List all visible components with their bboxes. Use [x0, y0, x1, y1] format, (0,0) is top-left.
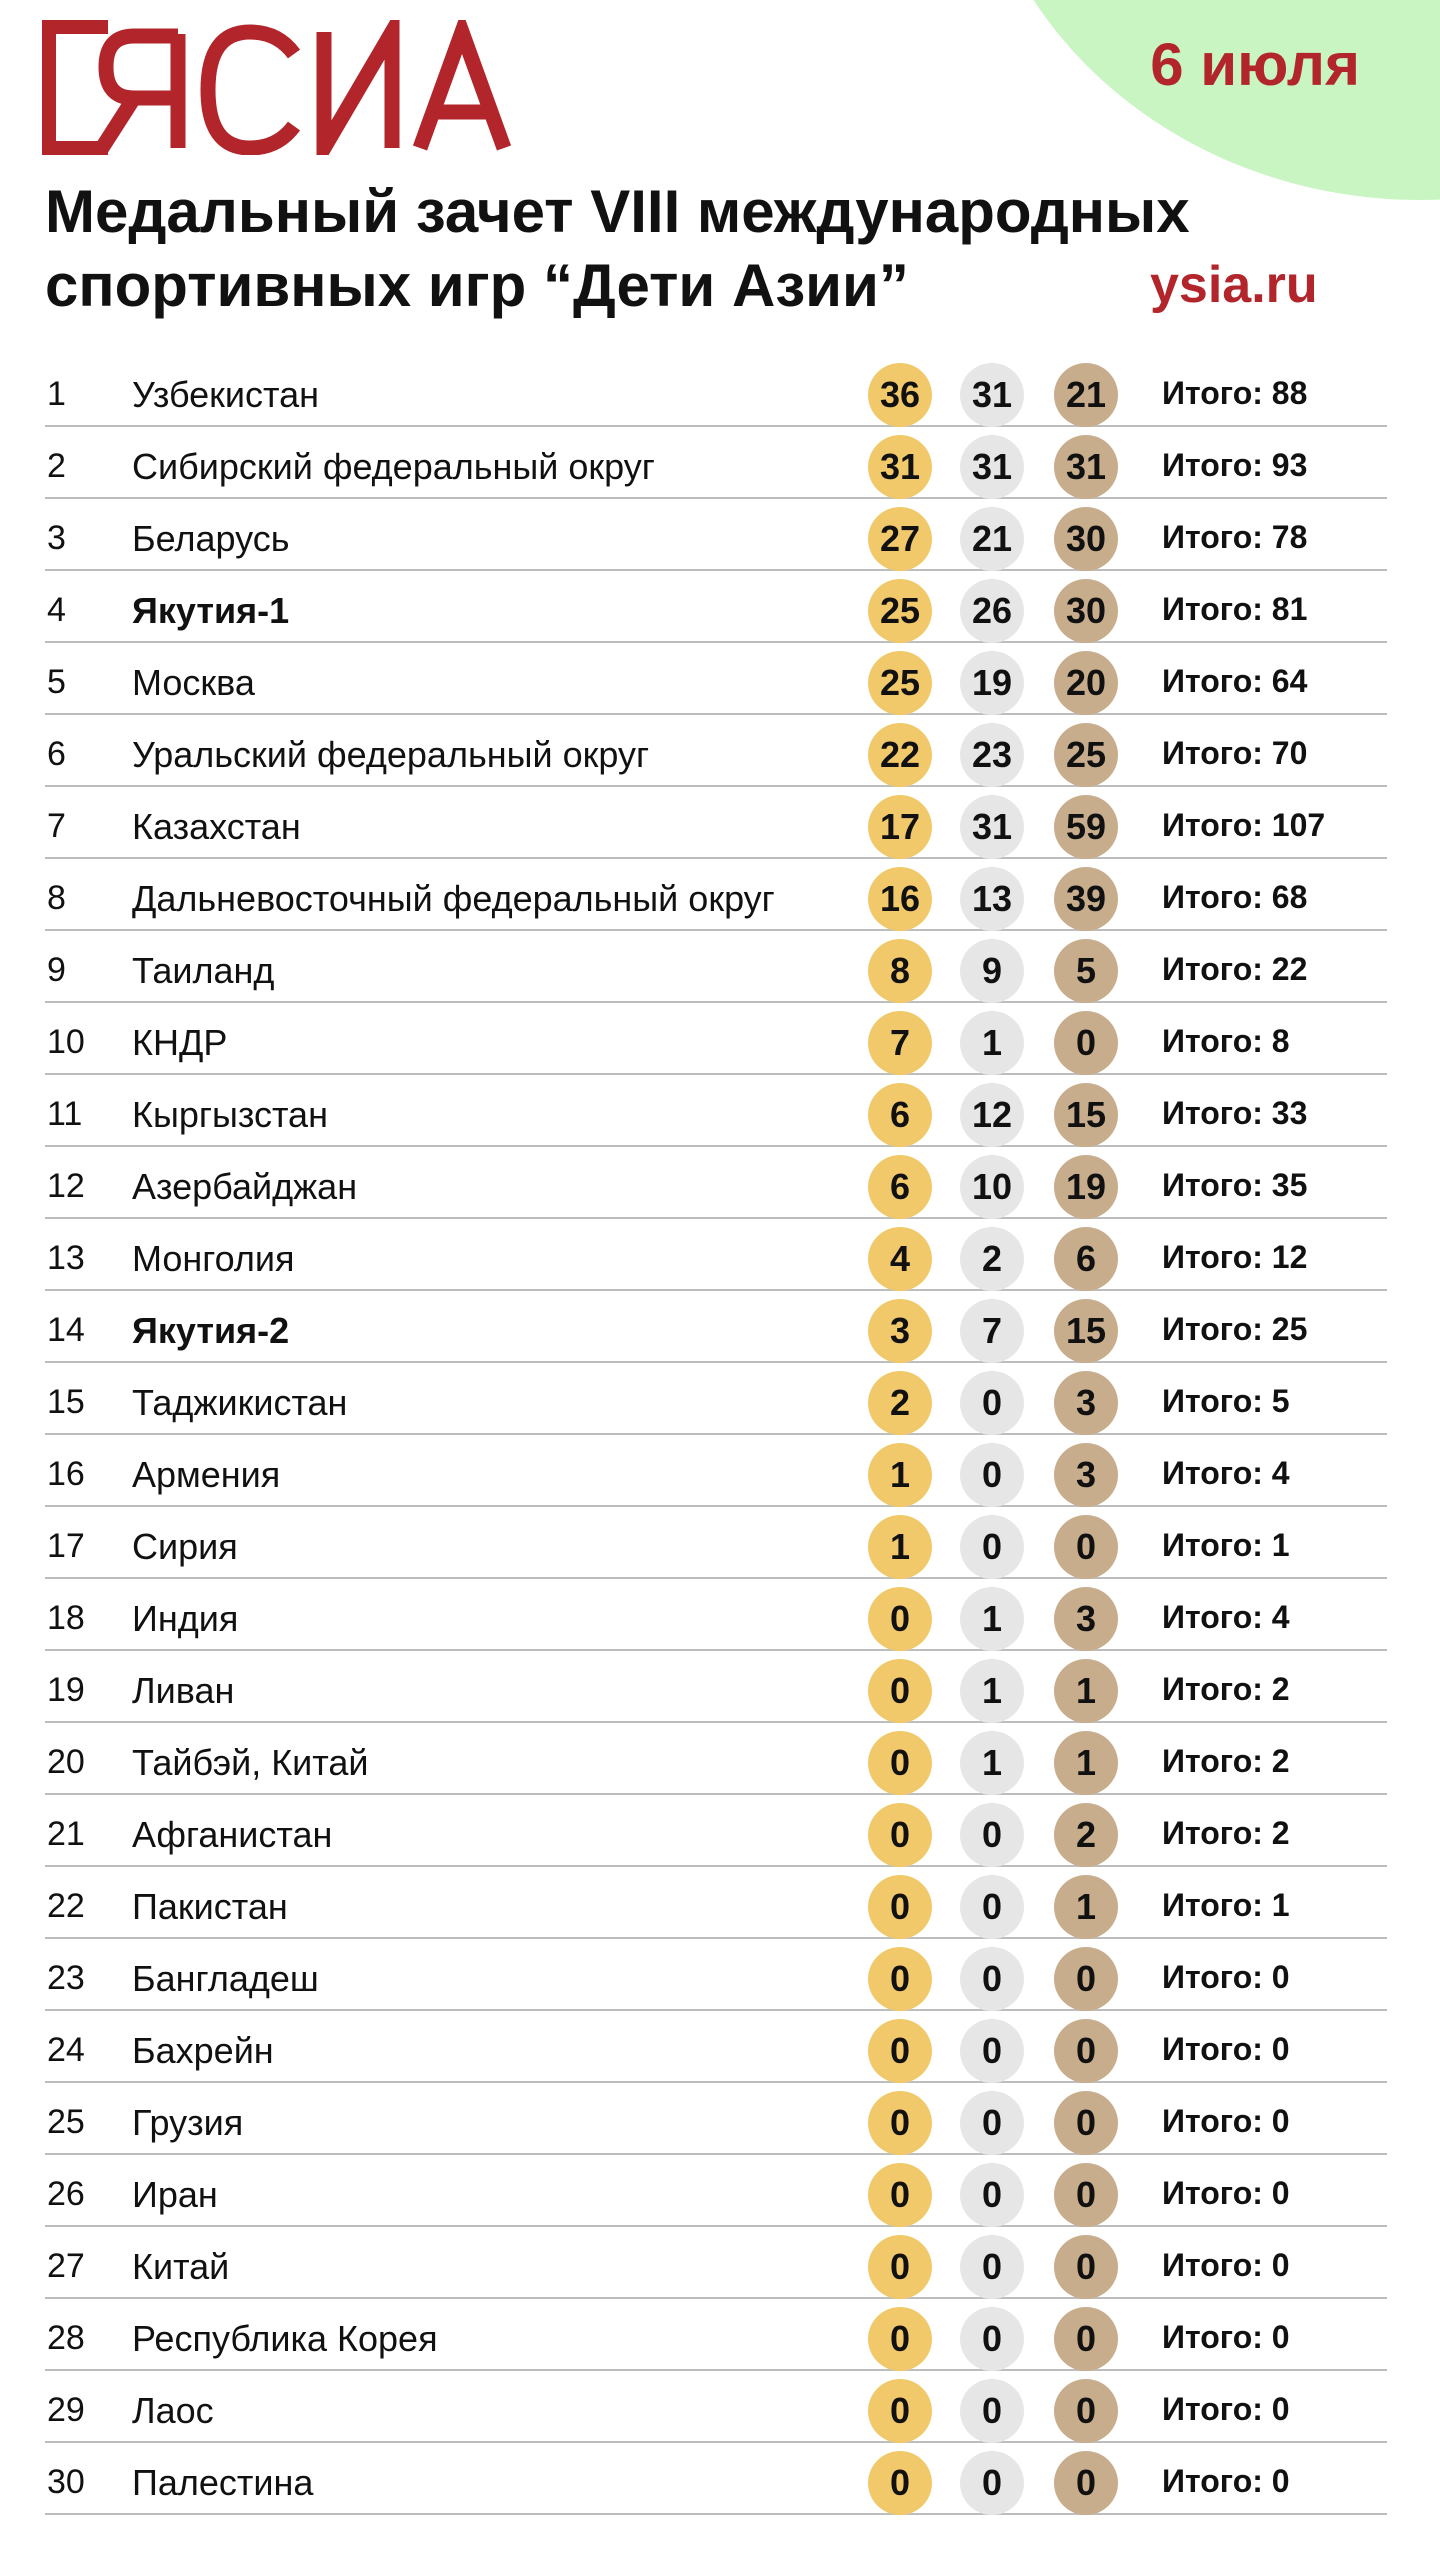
bronze-medal-count: 5: [1054, 939, 1118, 1003]
total-cell: [1162, 807, 1325, 844]
total-label: Итого:: [1162, 663, 1272, 699]
total-label: Итого:: [1162, 2031, 1272, 2067]
team-name: Китай: [132, 2246, 230, 2287]
silver-medal-count: 1: [960, 1659, 1024, 1723]
gold-medal-count: 2: [868, 1371, 932, 1435]
total-label: Итого:: [1162, 2319, 1272, 2355]
gold-medal-count: 17: [868, 795, 932, 859]
gold-medal-count: 0: [868, 2451, 932, 2515]
total-label: Итого:: [1162, 1095, 1272, 1131]
silver-medal-count: 0: [960, 1803, 1024, 1867]
total-value: 68: [1271, 879, 1308, 915]
rank-cell: 5: [47, 663, 66, 701]
rank-cell: 8: [47, 879, 66, 917]
total-value: 0: [1271, 2319, 1290, 2355]
gold-medal-count: 6: [868, 1155, 932, 1219]
total-label: Итого:: [1162, 1167, 1272, 1203]
gold-medal-count: 3: [868, 1299, 932, 1363]
total-value: 5: [1271, 1383, 1290, 1419]
rank-cell: 15: [47, 1383, 85, 1421]
total-label: Итого:: [1162, 1455, 1272, 1491]
total-label: Итого:: [1162, 2391, 1272, 2427]
rank-cell: 1: [47, 375, 66, 413]
silver-medal-count: 0: [960, 1371, 1024, 1435]
table-row: [45, 2443, 1387, 2515]
total-value: 78: [1271, 519, 1308, 555]
total-cell: [1162, 2391, 1290, 2428]
table-row: [45, 1579, 1387, 1651]
total-value: 88: [1271, 375, 1308, 411]
silver-medal-count: 2: [960, 1227, 1024, 1291]
table-row: [45, 1363, 1387, 1435]
total-value: 2: [1271, 1743, 1290, 1779]
rank-cell: 2: [47, 447, 66, 485]
team-name: Иран: [132, 2174, 218, 2215]
total-value: 22: [1271, 951, 1308, 987]
rank-cell: 11: [47, 1095, 83, 1133]
total-value: 70: [1271, 735, 1308, 771]
total-cell: [1162, 1023, 1290, 1060]
silver-medal-count: 0: [960, 2163, 1024, 2227]
team-name: Уральский федеральный округ: [132, 734, 650, 775]
silver-medal-count: 7: [960, 1299, 1024, 1363]
total-label: Итого:: [1162, 375, 1272, 411]
total-cell: [1162, 2103, 1290, 2140]
total-value: 81: [1271, 591, 1308, 627]
silver-medal-count: 21: [960, 507, 1024, 571]
silver-medal-count: 0: [960, 2235, 1024, 2299]
total-label: Итого:: [1162, 1383, 1272, 1419]
total-cell: [1162, 1455, 1290, 1492]
total-label: Итого:: [1162, 2247, 1272, 2283]
total-label: Итого:: [1162, 1311, 1272, 1347]
gold-medal-count: 27: [868, 507, 932, 571]
table-row: [45, 427, 1387, 499]
total-cell: [1162, 1095, 1307, 1132]
total-value: 25: [1271, 1311, 1308, 1347]
bronze-medal-count: 0: [1054, 2235, 1118, 2299]
rank-cell: 4: [47, 591, 66, 629]
total-label: Итого:: [1162, 1527, 1272, 1563]
gold-medal-count: 8: [868, 939, 932, 1003]
ysia-logo: [42, 20, 512, 155]
bronze-medal-count: 3: [1054, 1371, 1118, 1435]
silver-medal-count: 10: [960, 1155, 1024, 1219]
total-label: Итого:: [1162, 447, 1272, 483]
team-name: Монголия: [132, 1238, 295, 1279]
silver-medal-count: 0: [960, 1875, 1024, 1939]
team-name: Казахстан: [132, 806, 301, 847]
total-label: Итого:: [1162, 591, 1272, 627]
gold-medal-count: 0: [868, 2235, 932, 2299]
silver-medal-count: 31: [960, 795, 1024, 859]
team-name: Сирия: [132, 1526, 238, 1567]
team-name: Бахрейн: [132, 2030, 274, 2071]
gold-medal-count: 25: [868, 579, 932, 643]
total-cell: [1162, 1743, 1290, 1780]
total-value: 0: [1271, 2031, 1290, 2067]
team-name: Якутия-1: [132, 590, 290, 631]
gold-medal-count: 0: [868, 1875, 932, 1939]
rank-cell: 9: [47, 951, 66, 989]
rank-cell: 3: [47, 519, 66, 557]
gold-medal-count: 0: [868, 2019, 932, 2083]
table-row: [45, 1435, 1387, 1507]
table-row: [45, 2227, 1387, 2299]
total-value: 1: [1271, 1887, 1290, 1923]
silver-medal-count: 31: [960, 435, 1024, 499]
total-value: 4: [1271, 1455, 1290, 1491]
gold-medal-count: 0: [868, 1731, 932, 1795]
total-label: Итого:: [1162, 1671, 1272, 1707]
total-cell: [1162, 1527, 1290, 1564]
total-label: Итого:: [1162, 1023, 1272, 1059]
rank-cell: 12: [47, 1167, 85, 1205]
total-cell: [1162, 2175, 1290, 2212]
rank-cell: 14: [47, 1311, 85, 1349]
total-cell: [1162, 1239, 1307, 1276]
bronze-medal-count: 25: [1054, 723, 1118, 787]
bronze-medal-count: 15: [1054, 1083, 1118, 1147]
bronze-medal-count: 1: [1054, 1659, 1118, 1723]
silver-medal-count: 0: [960, 2019, 1024, 2083]
title-line-2: спортивных игр “Дети Азии”: [45, 252, 909, 319]
bronze-medal-count: 1: [1054, 1731, 1118, 1795]
gold-medal-count: 16: [868, 867, 932, 931]
bronze-medal-count: 0: [1054, 2379, 1118, 2443]
table-row: [45, 2155, 1387, 2227]
total-label: Итого:: [1162, 879, 1272, 915]
table-row: [45, 1075, 1387, 1147]
date-label: 6 июля: [1150, 31, 1360, 98]
total-value: 0: [1271, 2463, 1290, 2499]
rank-cell: 13: [47, 1239, 85, 1277]
table-row: [45, 1507, 1387, 1579]
team-name: Таиланд: [132, 950, 275, 991]
team-name: Армения: [132, 1454, 281, 1495]
gold-medal-count: 4: [868, 1227, 932, 1291]
rank-cell: 30: [47, 2463, 85, 2501]
rank-cell: 6: [47, 735, 66, 773]
total-cell: [1162, 1311, 1307, 1348]
table-row: [45, 2083, 1387, 2155]
silver-medal-count: 1: [960, 1011, 1024, 1075]
gold-medal-count: 0: [868, 2163, 932, 2227]
total-value: 0: [1271, 2175, 1290, 2211]
gold-medal-count: 0: [868, 1803, 932, 1867]
table-row: [45, 499, 1387, 571]
bronze-medal-count: 30: [1054, 507, 1118, 571]
silver-medal-count: 9: [960, 939, 1024, 1003]
table-row: [45, 1651, 1387, 1723]
total-cell: [1162, 1599, 1290, 1636]
bronze-medal-count: 0: [1054, 1011, 1118, 1075]
total-value: 0: [1271, 2103, 1290, 2139]
team-name: Индия: [132, 1598, 239, 1639]
team-name: Таджикистан: [132, 1382, 348, 1423]
silver-medal-count: 1: [960, 1587, 1024, 1651]
bronze-medal-count: 59: [1054, 795, 1118, 859]
table-row: [45, 1795, 1387, 1867]
table-row: [45, 1939, 1387, 2011]
silver-medal-count: 0: [960, 2379, 1024, 2443]
total-value: 12: [1271, 1239, 1308, 1275]
title-line-1: Медальный зачет VIII международных: [45, 178, 1190, 245]
team-name: Лаос: [132, 2390, 214, 2431]
total-cell: [1162, 519, 1307, 556]
total-cell: [1162, 2247, 1290, 2284]
gold-medal-count: 31: [868, 435, 932, 499]
total-cell: [1162, 2463, 1290, 2500]
team-name: Кыргызстан: [132, 1094, 328, 1135]
rank-cell: 20: [47, 1743, 85, 1781]
total-cell: [1162, 1671, 1290, 1708]
bronze-medal-count: 0: [1054, 2451, 1118, 2515]
table-row: [45, 355, 1387, 427]
bronze-medal-count: 0: [1054, 1947, 1118, 2011]
gold-medal-count: 7: [868, 1011, 932, 1075]
total-value: 93: [1271, 447, 1308, 483]
silver-medal-count: 31: [960, 363, 1024, 427]
team-name: Беларусь: [132, 518, 290, 559]
silver-medal-count: 0: [960, 2451, 1024, 2515]
total-label: Итого:: [1162, 1599, 1272, 1635]
total-label: Итого:: [1162, 2463, 1272, 2499]
team-name: Узбекистан: [132, 374, 320, 415]
bronze-medal-count: 1: [1054, 1875, 1118, 1939]
rank-cell: 18: [47, 1599, 85, 1637]
rank-cell: 26: [47, 2175, 85, 2213]
team-name: Дальневосточный федеральный округ: [132, 878, 775, 919]
bronze-medal-count: 21: [1054, 363, 1118, 427]
team-name: КНДР: [132, 1022, 228, 1063]
total-cell: [1162, 375, 1307, 412]
silver-medal-count: 23: [960, 723, 1024, 787]
team-name: Палестина: [132, 2462, 314, 2503]
silver-medal-count: 26: [960, 579, 1024, 643]
total-label: Итого:: [1162, 519, 1272, 555]
gold-medal-count: 1: [868, 1443, 932, 1507]
rank-cell: 16: [47, 1455, 85, 1493]
total-value: 35: [1271, 1167, 1308, 1203]
total-value: 0: [1271, 2247, 1290, 2283]
silver-medal-count: 1: [960, 1731, 1024, 1795]
table-row: [45, 2011, 1387, 2083]
rank-cell: 24: [47, 2031, 85, 2069]
bronze-medal-count: 19: [1054, 1155, 1118, 1219]
team-name: Сибирский федеральный округ: [132, 446, 655, 487]
rank-cell: 10: [47, 1023, 85, 1061]
table-row: [45, 571, 1387, 643]
rank-cell: 27: [47, 2247, 85, 2285]
team-name: Пакистан: [132, 1886, 288, 1927]
total-cell: [1162, 2319, 1290, 2356]
total-cell: [1162, 879, 1307, 916]
table-row: [45, 715, 1387, 787]
rank-cell: 29: [47, 2391, 85, 2429]
table-row: [45, 1219, 1387, 1291]
silver-medal-count: 0: [960, 2307, 1024, 2371]
total-value: 64: [1271, 663, 1308, 699]
table-row: [45, 1147, 1387, 1219]
total-cell: [1162, 951, 1307, 988]
total-label: Итого:: [1162, 1815, 1272, 1851]
bronze-medal-count: 3: [1054, 1587, 1118, 1651]
silver-medal-count: 12: [960, 1083, 1024, 1147]
total-label: Итого:: [1162, 2175, 1272, 2211]
total-cell: [1162, 1887, 1290, 1924]
bronze-medal-count: 2: [1054, 1803, 1118, 1867]
total-value: 0: [1271, 1959, 1290, 1995]
rank-cell: 7: [47, 807, 66, 845]
team-name: Тайбэй, Китай: [132, 1742, 369, 1783]
total-value: 4: [1271, 1599, 1290, 1635]
bronze-medal-count: 0: [1054, 2307, 1118, 2371]
team-name: Республика Корея: [132, 2318, 438, 2359]
total-value: 107: [1271, 807, 1326, 843]
bronze-medal-count: 0: [1054, 2019, 1118, 2083]
total-value: 1: [1271, 1527, 1290, 1563]
site-url: ysia.ru: [1150, 256, 1318, 314]
gold-medal-count: 6: [868, 1083, 932, 1147]
rank-cell: 23: [47, 1959, 85, 1997]
bronze-medal-count: 0: [1054, 2091, 1118, 2155]
table-row: [45, 643, 1387, 715]
total-label: Итого:: [1162, 1959, 1272, 1995]
total-cell: [1162, 663, 1307, 700]
table-row: [45, 859, 1387, 931]
total-cell: [1162, 735, 1307, 772]
total-cell: [1162, 1815, 1290, 1852]
bronze-medal-count: 3: [1054, 1443, 1118, 1507]
table-row: [45, 2371, 1387, 2443]
rank-cell: 25: [47, 2103, 85, 2141]
team-name: Москва: [132, 662, 255, 703]
rank-cell: 21: [47, 1815, 85, 1853]
bronze-medal-count: 30: [1054, 579, 1118, 643]
total-cell: [1162, 2031, 1290, 2068]
gold-medal-count: 1: [868, 1515, 932, 1579]
gold-medal-count: 25: [868, 651, 932, 715]
table-row: [45, 1723, 1387, 1795]
total-value: 2: [1271, 1815, 1290, 1851]
total-value: 8: [1271, 1023, 1290, 1059]
gold-medal-count: 0: [868, 2379, 932, 2443]
total-label: Итого:: [1162, 807, 1272, 843]
gold-medal-count: 0: [868, 1587, 932, 1651]
rank-cell: 19: [47, 1671, 85, 1709]
team-name: Азербайджан: [132, 1166, 358, 1207]
medal-table: [45, 355, 1387, 2515]
bronze-medal-count: 39: [1054, 867, 1118, 931]
total-cell: [1162, 447, 1307, 484]
team-name: Бангладеш: [132, 1958, 319, 1999]
gold-medal-count: 36: [868, 363, 932, 427]
silver-medal-count: 0: [960, 1443, 1024, 1507]
gold-medal-count: 0: [868, 1659, 932, 1723]
total-cell: [1162, 1167, 1307, 1204]
silver-medal-count: 0: [960, 1947, 1024, 2011]
total-value: 0: [1271, 2391, 1290, 2427]
team-name: Ливан: [132, 1670, 235, 1711]
bronze-medal-count: 20: [1054, 651, 1118, 715]
team-name: Якутия-2: [132, 1310, 290, 1351]
rank-cell: 17: [47, 1527, 85, 1565]
total-value: 33: [1271, 1095, 1308, 1131]
table-row: [45, 1003, 1387, 1075]
total-label: Итого:: [1162, 735, 1272, 771]
table-row: [45, 1867, 1387, 1939]
total-cell: [1162, 1383, 1290, 1420]
bronze-medal-count: 0: [1054, 2163, 1118, 2227]
total-cell: [1162, 591, 1307, 628]
bronze-medal-count: 15: [1054, 1299, 1118, 1363]
total-label: Итого:: [1162, 1239, 1272, 1275]
gold-medal-count: 0: [868, 2307, 932, 2371]
silver-medal-count: 0: [960, 1515, 1024, 1579]
gold-medal-count: 22: [868, 723, 932, 787]
bronze-medal-count: 0: [1054, 1515, 1118, 1579]
total-label: Итого:: [1162, 1743, 1272, 1779]
table-row: [45, 931, 1387, 1003]
bronze-medal-count: 31: [1054, 435, 1118, 499]
table-row: [45, 2299, 1387, 2371]
rank-cell: 22: [47, 1887, 85, 1925]
total-value: 2: [1271, 1671, 1290, 1707]
table-row: [45, 787, 1387, 859]
team-name: Афганистан: [132, 1814, 333, 1855]
team-name: Грузия: [132, 2102, 244, 2143]
total-label: Итого:: [1162, 2103, 1272, 2139]
silver-medal-count: 13: [960, 867, 1024, 931]
bronze-medal-count: 6: [1054, 1227, 1118, 1291]
total-label: Итого:: [1162, 1887, 1272, 1923]
silver-medal-count: 19: [960, 651, 1024, 715]
total-label: Итого:: [1162, 951, 1272, 987]
gold-medal-count: 0: [868, 1947, 932, 2011]
rank-cell: 28: [47, 2319, 85, 2357]
silver-medal-count: 0: [960, 2091, 1024, 2155]
total-cell: [1162, 1959, 1290, 1996]
table-row: [45, 1291, 1387, 1363]
gold-medal-count: 0: [868, 2091, 932, 2155]
